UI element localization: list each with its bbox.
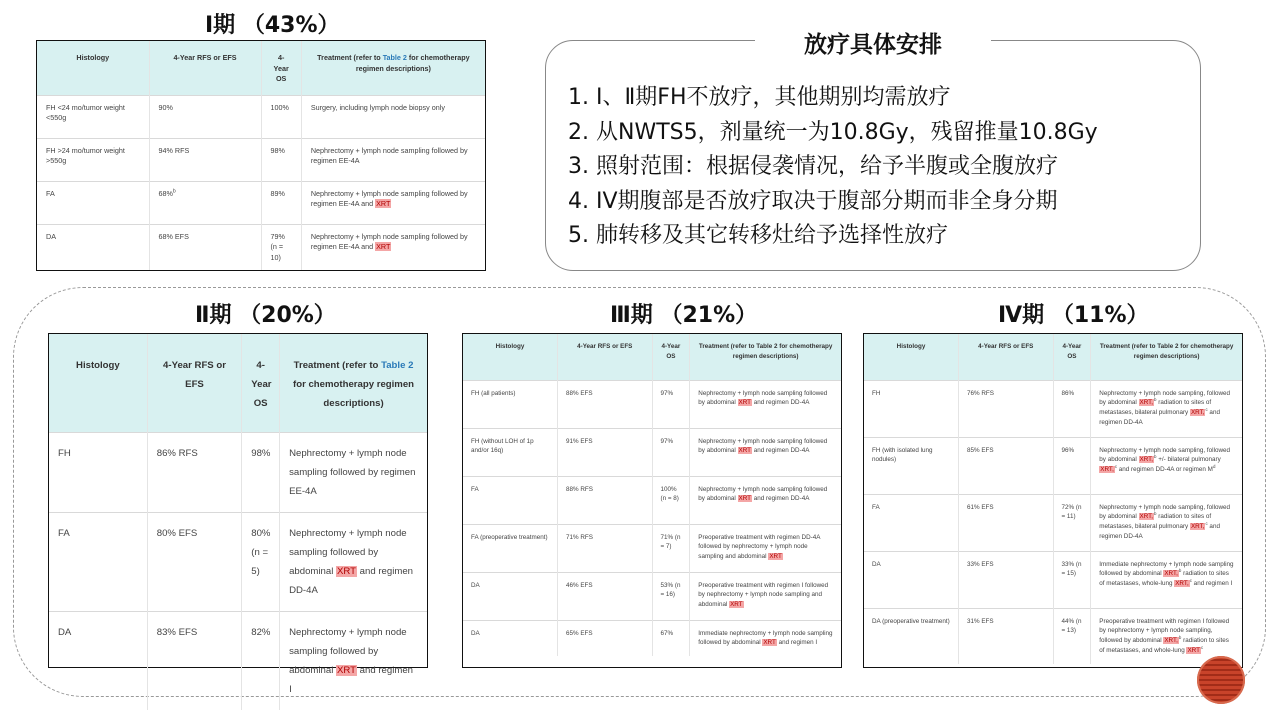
cell-treatment-text: Preoperative treatment with regimen I followed by nephrectomy + lymph node sampling, followed by abdominal bbox=[1099, 617, 1230, 645]
col-histology: Histology bbox=[49, 334, 147, 432]
table2-link[interactable]: Table 2 bbox=[382, 53, 407, 62]
xrt-highlight: XRT bbox=[730, 601, 743, 609]
cell-os: 96% bbox=[1053, 437, 1091, 494]
cell-treatment-text: radiation to sites of metastases, and whole-lung bbox=[1099, 637, 1229, 654]
col-histology: Histology bbox=[463, 334, 558, 380]
col-treatment-text: Treatment (refer to bbox=[293, 360, 382, 371]
xrt-highlight: XRT bbox=[769, 553, 782, 561]
col-treatment: Treatment (refer to Table 2 for chemotherapy regimen descriptions) bbox=[1091, 334, 1242, 380]
col-os: 4-Year OS bbox=[1053, 334, 1091, 380]
table-row bbox=[463, 524, 841, 572]
cell-histology: DA (preoperative treatment) bbox=[864, 608, 959, 664]
cell-rfs: 83% EFS bbox=[147, 611, 242, 710]
footnote-mark: b bbox=[1154, 454, 1157, 460]
table-row bbox=[37, 95, 485, 138]
xrt-highlight: XRT bbox=[738, 399, 751, 407]
list-item: 5. 肺转移及其它转移灶给予选择性放疗 bbox=[568, 223, 948, 248]
cell-os: 79% (n = 10) bbox=[261, 224, 301, 270]
cell-treatment bbox=[1091, 380, 1242, 437]
table-row bbox=[49, 432, 427, 512]
stage3-table-panel bbox=[462, 333, 842, 668]
cell-histology: DA bbox=[864, 551, 959, 608]
cell-treatment-text: Nephrectomy + lymph node sampling followed by abdominal bbox=[698, 389, 828, 407]
table-header-row bbox=[463, 334, 841, 380]
cell-treatment-text-end: and regimen DD-4A bbox=[1099, 409, 1220, 426]
cell-treatment bbox=[301, 224, 485, 270]
cell-histology: FH >24 mo/tumor weight >550g bbox=[37, 138, 149, 181]
cell-treatment-text: +/- bilateral pulmonary bbox=[1156, 456, 1221, 464]
xrt-highlight: XRT, bbox=[1175, 580, 1189, 588]
footnote-mark: b bbox=[1178, 635, 1182, 640]
cell-os: 100% (n = 8) bbox=[652, 476, 690, 524]
cell-os: 71% (n = 7) bbox=[652, 524, 690, 572]
cell-treatment bbox=[1091, 494, 1242, 551]
table-header-row bbox=[37, 41, 485, 95]
cell-treatment-text: radiation to sites of metastases, bilateral pulmonary bbox=[1099, 513, 1212, 531]
cell-histology: FA bbox=[864, 494, 959, 551]
stage4-table bbox=[864, 334, 1242, 664]
cell-treatment-text-end: and regimen DD-4A bbox=[752, 399, 810, 407]
stage2-table-panel bbox=[48, 333, 428, 695]
cell-treatment-text-end: and regimen DD-4A bbox=[289, 565, 414, 596]
cell-treatment-text-end: and regimen I bbox=[289, 664, 414, 695]
cell-os: 80% (n = 5) bbox=[242, 512, 280, 611]
footnote-mark: c bbox=[1114, 464, 1118, 469]
xrt-highlight: XRT, bbox=[1164, 570, 1178, 578]
table-row bbox=[864, 380, 1242, 437]
plan-list bbox=[568, 81, 1098, 254]
xrt-highlight: XRT, bbox=[1164, 637, 1178, 645]
cell-treatment-text: Nephrectomy + lymph node sampling, followed by abdominal bbox=[1099, 389, 1231, 407]
cell-os: 72% (n = 11) bbox=[1053, 494, 1091, 551]
cell-treatment bbox=[1091, 437, 1242, 494]
col-rfs: 4-Year RFS or EFS bbox=[147, 334, 242, 432]
cell-os: 33% (n = 15) bbox=[1053, 551, 1091, 608]
plan-title: 放疗具体安排 bbox=[755, 26, 991, 59]
col-treatment-text-end: for chemotherapy regimen descriptions) bbox=[293, 379, 415, 409]
cell-histology: DA bbox=[463, 572, 558, 620]
cell-treatment-text: Nephrectomy + lymph node sampling, followed by abdominal bbox=[1099, 446, 1231, 464]
footnote-mark: b bbox=[1178, 568, 1182, 574]
cell-histology: FH (all patients) bbox=[463, 380, 558, 428]
cell-histology: FH bbox=[49, 432, 147, 512]
table2-link[interactable]: Table 2 bbox=[381, 360, 414, 371]
cell-rfs: 31% EFS bbox=[959, 608, 1054, 664]
stage4-title: Ⅳ期 （11%） bbox=[998, 303, 1149, 328]
col-treatment-text: Treatment (refer to bbox=[317, 53, 383, 62]
footnote-mark: b bbox=[1154, 511, 1157, 517]
col-rfs: 4-Year RFS or EFS bbox=[558, 334, 653, 380]
cell-treatment bbox=[690, 476, 841, 524]
footnote-mark: c bbox=[1189, 578, 1192, 583]
footnote-mark: c bbox=[1200, 644, 1204, 650]
cell-rfs: 80% EFS bbox=[147, 512, 242, 611]
table-row bbox=[864, 551, 1242, 608]
cell-rfs: 94% RFS bbox=[149, 138, 261, 181]
table-row bbox=[864, 608, 1242, 664]
cell-rfs: 71% RFS bbox=[558, 524, 653, 572]
cell-treatment-text: radiation to sites of metastases, whole-lung bbox=[1099, 570, 1229, 588]
stage1-table-panel bbox=[36, 40, 486, 271]
cell-treatment-text: Immediate nephrectomy + lymph node sampling followed by abdominal bbox=[698, 629, 833, 647]
xrt-highlight: XRT bbox=[337, 664, 357, 676]
radiotherapy-plan-panel bbox=[545, 40, 1201, 271]
cell-os: 98% bbox=[261, 138, 301, 181]
cell-rfs: 90% bbox=[149, 95, 261, 138]
xrt-highlight: XRT, bbox=[1139, 456, 1154, 464]
cell-os: 44% (n = 13) bbox=[1053, 608, 1091, 664]
xrt-highlight: XRT, bbox=[1190, 523, 1205, 531]
col-treatment bbox=[301, 41, 485, 95]
cell-rfs: 68% EFS bbox=[149, 224, 261, 270]
cell-histology: FH (with isolated lung nodules) bbox=[864, 437, 959, 494]
cell-treatment bbox=[690, 620, 841, 656]
cell-histology: DA bbox=[37, 224, 149, 270]
table-row bbox=[864, 494, 1242, 551]
cell-histology: DA bbox=[49, 611, 147, 710]
stage2-table bbox=[49, 334, 427, 710]
cell-histology: FA bbox=[463, 476, 558, 524]
cell-rfs: 88% EFS bbox=[558, 380, 653, 428]
cell-treatment-text: Nephrectomy + lymph node sampling followed by regimen EE-4A and bbox=[310, 231, 468, 251]
cell-treatment-text: Nephrectomy + lymph node sampling, followed by abdominal bbox=[1099, 503, 1231, 521]
cell-treatment-text: Nephrectomy + lymph node sampling followed by abdominal bbox=[698, 485, 828, 503]
cell-os: 53% (n = 16) bbox=[652, 572, 690, 620]
cell-treatment-text-end: and regimen DD-4A bbox=[752, 447, 810, 455]
list-item: 2. 从NWTS5，剂量统一为10.8Gy，残留推量10.8Gy bbox=[568, 119, 1098, 145]
col-treatment: Treatment (refer to Table 2 for chemotherapy regimen descriptions) bbox=[690, 334, 841, 380]
cell-treatment: Nephrectomy + lymph node sampling followed by regimen EE-4A bbox=[301, 138, 485, 181]
xrt-highlight: XRT bbox=[337, 565, 357, 577]
cell-rfs: 88% RFS bbox=[558, 476, 653, 524]
table-row bbox=[37, 181, 485, 224]
stage4-table-panel bbox=[863, 333, 1243, 668]
cell-treatment bbox=[1091, 551, 1242, 608]
table-row bbox=[37, 224, 485, 270]
xrt-highlight: XRT, bbox=[1139, 399, 1154, 407]
table-row bbox=[49, 611, 427, 710]
table-header-row bbox=[49, 334, 427, 432]
col-treatment bbox=[280, 334, 427, 432]
stage2-title: Ⅱ期 （20%） bbox=[195, 303, 336, 328]
list-item: 1. Ⅰ、Ⅱ期FH不放疗，其他期别均需放疗 bbox=[568, 85, 951, 110]
cell-os: 86% bbox=[1053, 380, 1091, 437]
footnote-mark: c bbox=[1205, 521, 1208, 526]
cell-rfs: 76% RFS bbox=[959, 380, 1054, 437]
list-item: 4. IV期腹部是否放疗取决于腹部分期而非全身分期 bbox=[568, 188, 1058, 214]
cell-rfs: 65% EFS bbox=[558, 620, 653, 656]
cell-treatment-text: Nephrectomy + lymph node sampling followed by abdominal bbox=[289, 527, 407, 577]
table-row bbox=[463, 428, 841, 476]
cell-os: 100% bbox=[261, 95, 301, 138]
cell-rfs-value: 68% bbox=[158, 188, 173, 198]
cell-treatment-text: Nephrectomy + lymph node sampling followed by regimen EE-4A and bbox=[310, 188, 468, 208]
cell-treatment-text-end: and regimen I bbox=[776, 639, 818, 647]
cell-treatment bbox=[280, 611, 427, 710]
cell-rfs: 86% RFS bbox=[147, 432, 242, 512]
cell-histology: FH (without LOH of 1p and/or 16q) bbox=[463, 428, 558, 476]
cell-histology: FA bbox=[37, 181, 149, 224]
cell-rfs: 85% EFS bbox=[959, 437, 1054, 494]
cell-treatment-text-end: and regimen I bbox=[1191, 580, 1233, 588]
cell-os: 98% bbox=[242, 432, 280, 512]
cell-histology: FA (preoperative treatment) bbox=[463, 524, 558, 572]
list-item: 3. 照射范围：根据侵袭情况，给予半腹或全腹放疗 bbox=[568, 154, 1058, 179]
cell-rfs bbox=[149, 181, 261, 224]
col-os: 4-Year OS bbox=[652, 334, 690, 380]
cell-os: 67% bbox=[652, 620, 690, 656]
cell-histology: DA bbox=[463, 620, 558, 656]
table-row bbox=[463, 572, 841, 620]
cell-treatment-text: Preoperative treatment with regimen I followed by nephrectomy + lymph node sampling and abdominal bbox=[698, 581, 829, 609]
cell-treatment-text-end: and regimen DD-4A or regimen M bbox=[1117, 466, 1213, 474]
col-rfs: 4-Year RFS or EFS bbox=[959, 334, 1054, 380]
cell-rfs: 46% EFS bbox=[558, 572, 653, 620]
cell-histology: FH <24 mo/tumor weight <550g bbox=[37, 95, 149, 138]
cell-treatment-text: Preoperative treatment with regimen DD-4A followed by nephrectomy + lymph node sampling and abdominal bbox=[698, 533, 821, 561]
cell-os: 97% bbox=[652, 380, 690, 428]
col-histology: Histology bbox=[864, 334, 959, 380]
footnote-mark: c bbox=[1205, 407, 1208, 412]
cell-histology: FH bbox=[864, 380, 959, 437]
xrt-highlight: XRT, bbox=[1100, 466, 1114, 474]
cell-treatment bbox=[690, 428, 841, 476]
cell-rfs: 61% EFS bbox=[959, 494, 1054, 551]
table-row bbox=[463, 476, 841, 524]
cell-histology: FA bbox=[49, 512, 147, 611]
cell-treatment bbox=[690, 524, 841, 572]
cell-rfs: 91% EFS bbox=[558, 428, 653, 476]
cell-treatment-text-end: and regimen DD-4A bbox=[1099, 523, 1220, 540]
stage1-title: Ⅰ期 （43%） bbox=[205, 13, 340, 38]
cell-treatment-text: Nephrectomy + lymph node sampling followed by abdominal bbox=[289, 626, 407, 676]
table-row bbox=[864, 437, 1242, 494]
footnote-mark: b bbox=[172, 188, 176, 195]
xrt-highlight: XRT bbox=[376, 242, 391, 251]
cell-treatment bbox=[690, 572, 841, 620]
cell-treatment: Nephrectomy + lymph node sampling followed by regimen EE-4A bbox=[280, 432, 427, 512]
cell-treatment-text-end: and regimen DD-4A bbox=[752, 495, 810, 503]
xrt-highlight: XRT bbox=[376, 199, 391, 208]
cell-rfs: 33% EFS bbox=[959, 551, 1054, 608]
col-rfs: 4-Year RFS or EFS bbox=[149, 41, 261, 95]
cell-treatment bbox=[690, 380, 841, 428]
xrt-highlight: XRT bbox=[763, 639, 776, 647]
col-os: 4-Year OS bbox=[261, 41, 301, 95]
cell-treatment-text: Immediate nephrectomy + lymph node sampling followed by abdominal bbox=[1099, 560, 1234, 578]
xrt-highlight: XRT, bbox=[1139, 513, 1154, 521]
table-row bbox=[463, 380, 841, 428]
decorative-logo-icon bbox=[1197, 656, 1245, 704]
stage3-table bbox=[463, 334, 841, 656]
footnote-mark: d bbox=[1212, 464, 1216, 469]
cell-treatment bbox=[280, 512, 427, 611]
stage1-table bbox=[37, 41, 485, 270]
xrt-highlight: XRT bbox=[1187, 646, 1200, 654]
col-treatment-text-end: for chemotherapy regimen descriptions) bbox=[355, 53, 470, 73]
cell-os: 97% bbox=[652, 428, 690, 476]
cell-os: 82% bbox=[242, 611, 280, 710]
table-row bbox=[37, 138, 485, 181]
cell-treatment bbox=[301, 181, 485, 224]
cell-os: 89% bbox=[261, 181, 301, 224]
footnote-mark: b bbox=[1154, 397, 1157, 403]
table-header-row bbox=[864, 334, 1242, 380]
xrt-highlight: XRT bbox=[738, 447, 751, 455]
stage3-title: Ⅲ期 （21%） bbox=[610, 303, 758, 328]
xrt-highlight: XRT bbox=[738, 495, 751, 503]
cell-treatment-text: radiation to sites of metastases, bilateral pulmonary bbox=[1099, 399, 1212, 417]
xrt-highlight: XRT, bbox=[1190, 409, 1205, 417]
col-os: 4-Year OS bbox=[242, 334, 280, 432]
cell-treatment-text: Nephrectomy + lymph node sampling followed by abdominal bbox=[698, 437, 828, 455]
table-row bbox=[463, 620, 841, 656]
cell-treatment: Surgery, including lymph node biopsy only bbox=[301, 95, 485, 138]
col-histology: Histology bbox=[37, 41, 149, 95]
table-row bbox=[49, 512, 427, 611]
